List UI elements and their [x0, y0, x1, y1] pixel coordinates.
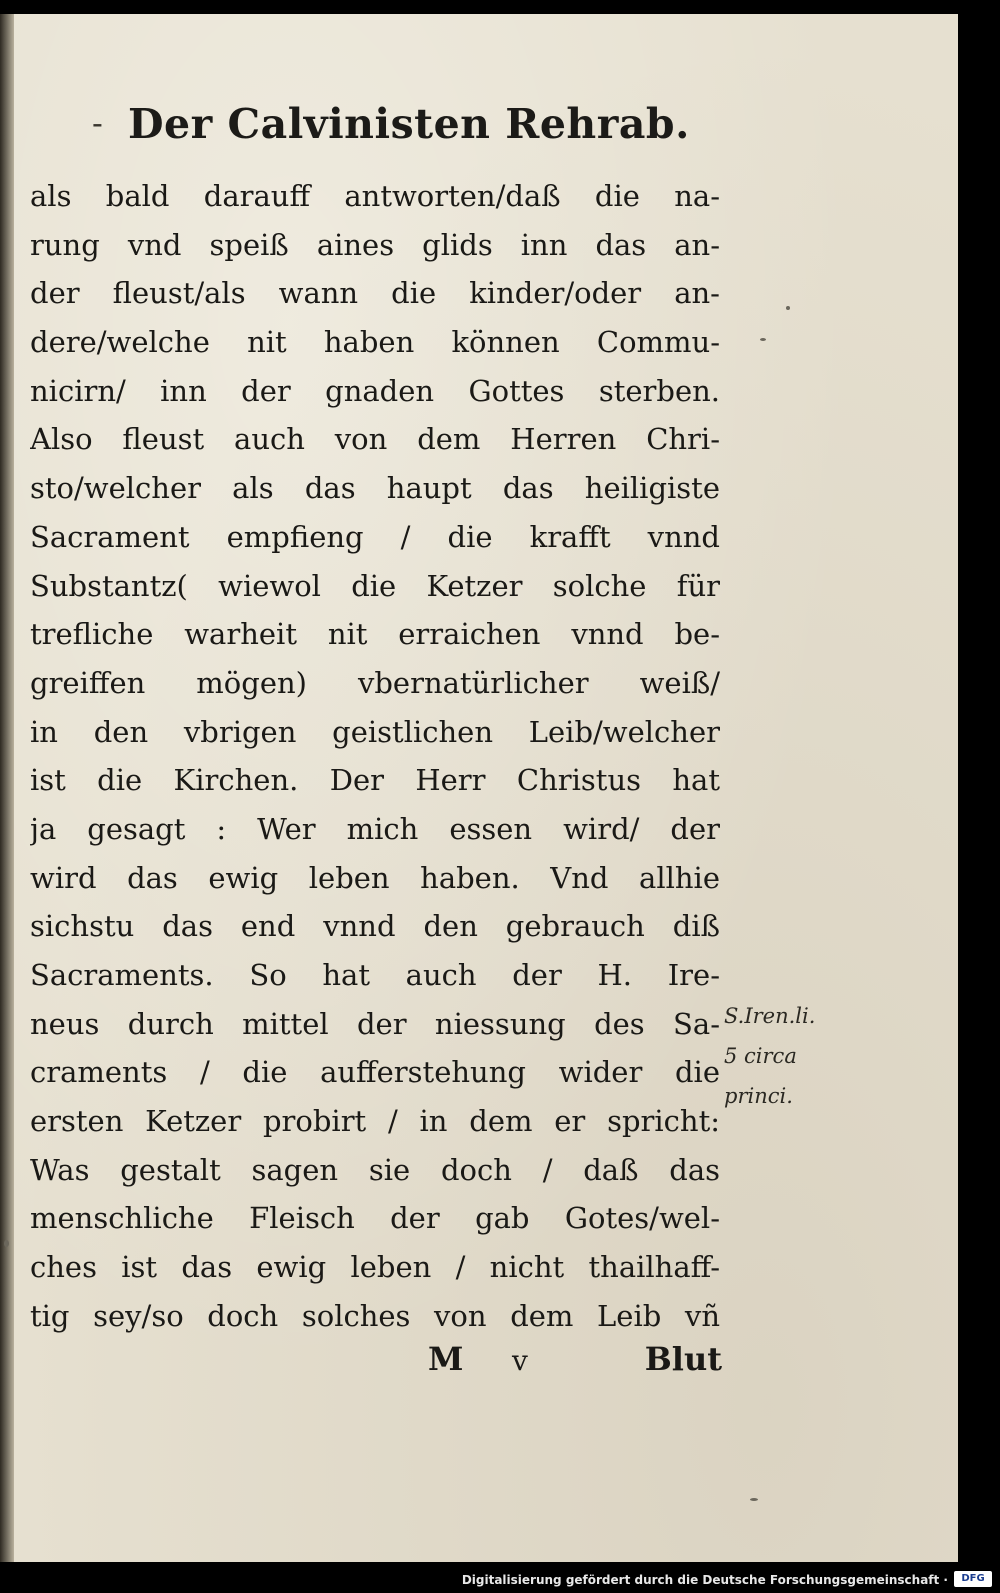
catchword: Blut — [644, 1340, 722, 1378]
head-ornament: - — [92, 104, 103, 142]
text-line: sichstu das end vnnd den gebrauch diß — [30, 909, 720, 944]
text-line: Also fleust auch von dem Herren Chri- — [30, 422, 720, 457]
footer-credit: Digitalisierung gefördert durch die Deutsche Forschungsgemeinschaft · — [461, 1573, 948, 1587]
marginal-note-line: princi. — [724, 1084, 793, 1108]
text-line: neus durch mittel der niessung des Sa- — [30, 1006, 720, 1041]
paper-speck — [750, 1498, 758, 1501]
text-line: als bald darauff antworten/daß die na- — [30, 179, 720, 213]
text-line: greiffen mögen) vbernatürlicher weiß/ — [30, 665, 720, 700]
text-line: ersten Ketzer probirt / in dem er spricht: — [30, 1104, 720, 1139]
signature-mark: M — [428, 1340, 464, 1378]
text-line: menschliche Fleisch der gab Gotes/wel- — [30, 1201, 720, 1236]
paper-speck — [4, 1240, 9, 1247]
paper-speck — [786, 306, 790, 310]
marginal-note-line: S.Iren.li. — [724, 1004, 816, 1028]
text-line: Was gestalt sagen sie doch / daß das — [30, 1152, 720, 1187]
text-line: trefliche warheit nit erraichen vnnd be- — [30, 617, 720, 652]
text-line: Substantz( wiewol die Ketzer solche für — [30, 568, 720, 603]
text-line: der fleust/als wann die kinder/oder an- — [30, 276, 720, 311]
text-line: rung vnd speiß aines glids inn das an- — [30, 227, 720, 262]
text-line: Sacrament empfieng / die krafft vnnd — [30, 519, 720, 554]
running-head: Der Calvinisten Rehrab. — [128, 100, 690, 148]
text-line: wird das ewig leben haben. Vnd allhie — [30, 860, 720, 895]
marginal-note-line: 5 circa — [724, 1044, 797, 1068]
signature-number: v — [512, 1344, 528, 1377]
book-page — [0, 14, 958, 1562]
text-line: ches ist das ewig leben / nicht thailhaff- — [30, 1250, 720, 1285]
text-line: in den vbrigen geistlichen Leib/welcher — [30, 714, 720, 749]
text-line: ja gesagt : Wer mich essen wird/ der — [30, 811, 720, 846]
footer-bar — [0, 1562, 1000, 1593]
text-line: craments / die aufferstehung wider die — [30, 1055, 720, 1090]
dfg-logo: DFG — [954, 1571, 992, 1587]
page-gutter — [0, 14, 14, 1562]
text-line: tig sey/so doch solches von dem Leib vñ — [30, 1298, 720, 1333]
paper-speck — [760, 338, 766, 341]
body-text — [30, 172, 720, 1341]
text-line: ist die Kirchen. Der Herr Christus hat — [30, 763, 720, 798]
text-line: dere/welche nit haben können Commu- — [30, 325, 720, 360]
text-line: Sacraments. So hat auch der H. Ire- — [30, 958, 720, 992]
text-line: nicirn/ inn der gnaden Gottes sterben. — [30, 373, 720, 408]
marginal-note — [724, 996, 834, 1116]
text-line: sto/welcher als das haupt das heiligiste — [30, 471, 720, 506]
